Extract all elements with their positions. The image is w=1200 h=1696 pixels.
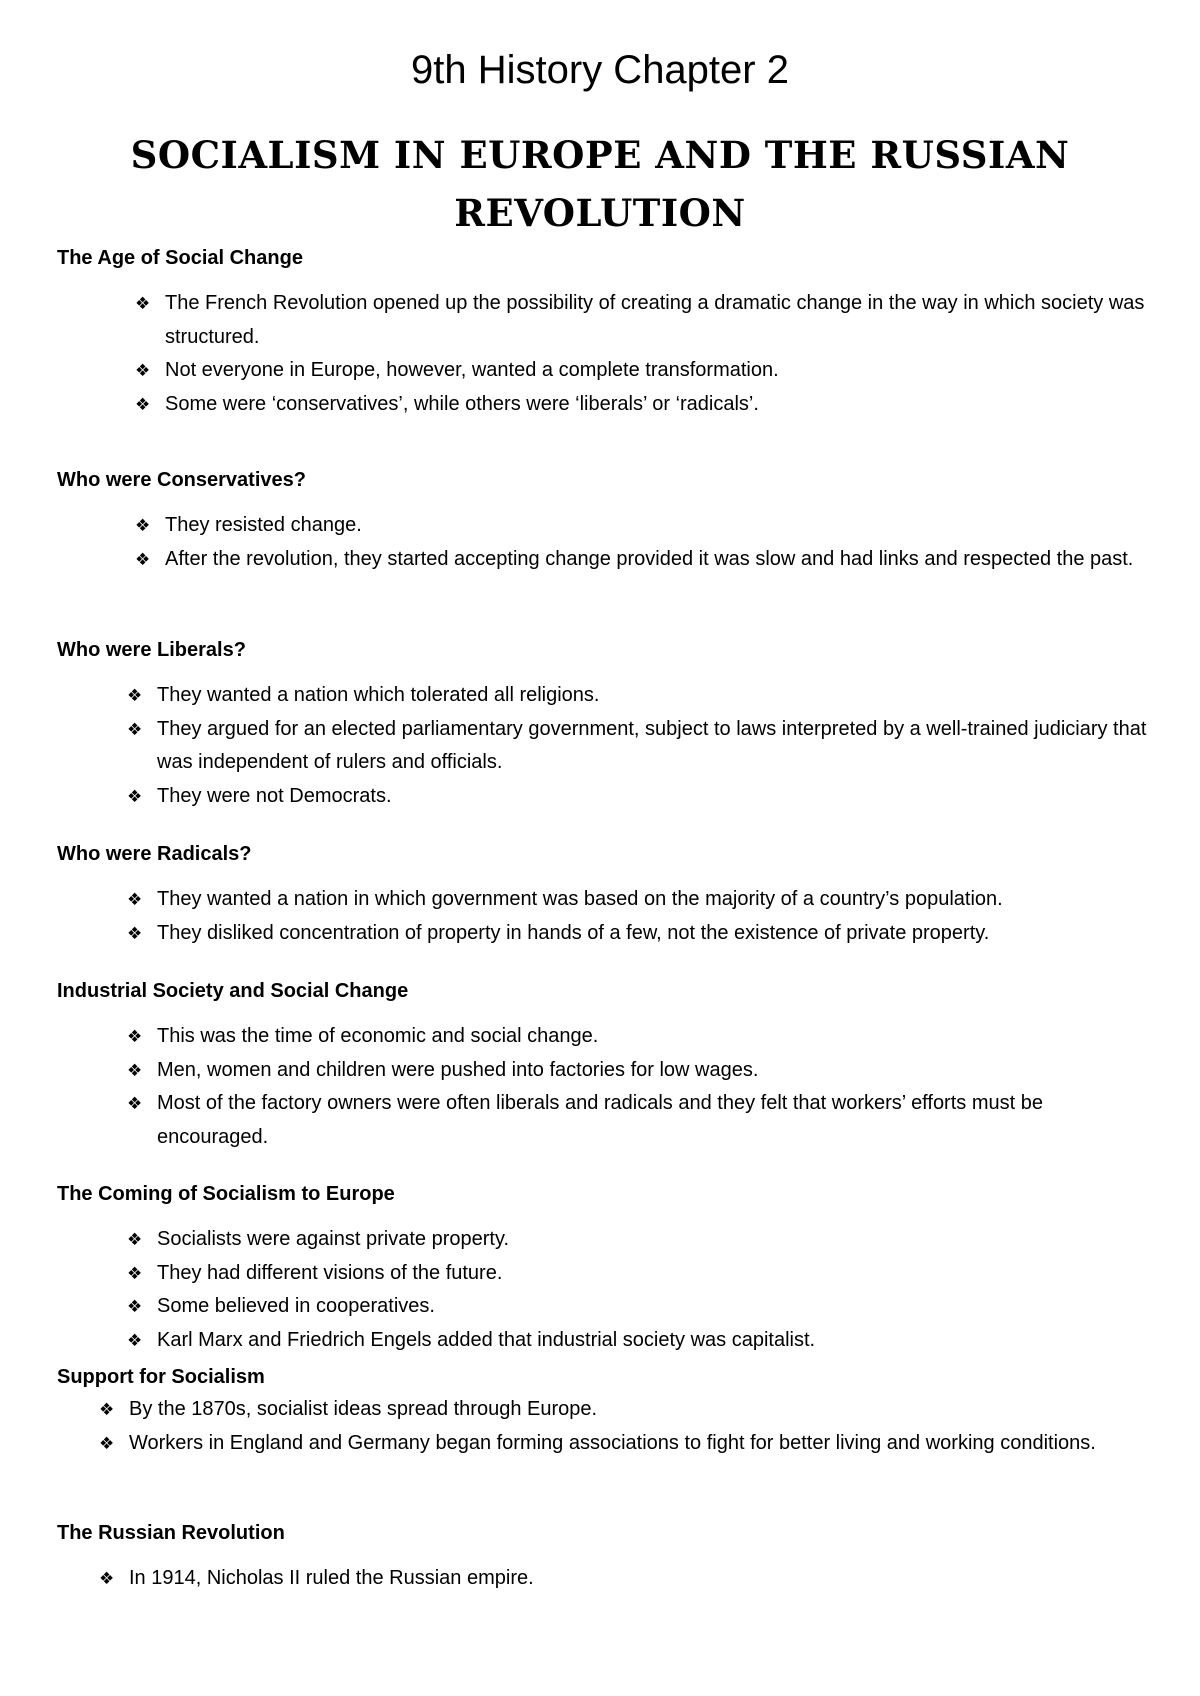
- four-diamond-bullet-icon: ❖: [127, 890, 143, 909]
- section-heading: Support for Socialism: [57, 1366, 265, 1388]
- bullet-list: [99, 1562, 1159, 1596]
- list-item: [135, 543, 1165, 577]
- four-diamond-bullet-icon: ❖: [127, 1330, 143, 1350]
- section-heading: The Age of Social Change: [57, 247, 303, 269]
- bullet-list: [135, 287, 1165, 421]
- document-subtitle: SOCIALISM IN EUROPE AND THE RUSSIAN REVOLUTION: [130, 133, 1070, 235]
- four-diamond-bullet-icon: ❖: [127, 1027, 143, 1046]
- list-item-text: They resisted change.: [165, 514, 362, 536]
- list-item-text: Most of the factory owners were often liberals and radicals and they felt that workers’ efforts must be encouraged.: [157, 1092, 1043, 1148]
- four-diamond-bullet-icon: ❖: [127, 1094, 143, 1113]
- list-item-text: Karl Marx and Friedrich Engels added that industrial society was capitalist.: [157, 1328, 816, 1351]
- bullet-list: [135, 509, 1165, 576]
- section-heading: Who were Radicals?: [57, 843, 252, 865]
- section-heading: Who were Conservatives?: [57, 469, 306, 491]
- four-diamond-bullet-icon: ❖: [127, 923, 143, 943]
- four-diamond-bullet-icon: ❖: [127, 1297, 143, 1316]
- list-item: [127, 1324, 1157, 1358]
- list-item: [135, 509, 1165, 543]
- list-item-text: Men, women and children were pushed into factories for low wages.: [157, 1058, 759, 1081]
- four-diamond-bullet-icon: ❖: [127, 1263, 143, 1283]
- list-item-text: Some believed in cooperatives.: [157, 1295, 435, 1317]
- bullet-list: [99, 1393, 1159, 1460]
- four-diamond-bullet-icon: ❖: [135, 516, 151, 535]
- bullet-list: [127, 679, 1157, 813]
- list-item-text: They disliked concentration of property in hands of a few, not the existence of private property.: [157, 921, 990, 944]
- list-item: [127, 1290, 1157, 1324]
- list-item-text: They had different visions of the future.: [157, 1261, 503, 1284]
- bullet-list: [127, 1020, 1157, 1154]
- four-diamond-bullet-icon: ❖: [135, 549, 151, 569]
- list-item-text: They were not Democrats.: [157, 784, 392, 807]
- section-age-of-social-change: [57, 245, 1157, 421]
- section-russian-revolution: [57, 1520, 1157, 1596]
- list-item: [127, 1087, 1157, 1154]
- list-item: [127, 917, 1157, 951]
- four-diamond-bullet-icon: ❖: [127, 786, 143, 806]
- list-item-text: In 1914, Nicholas II ruled the Russian empire.: [129, 1567, 534, 1589]
- section-liberals: [57, 637, 1157, 813]
- section-support-for-socialism: [57, 1364, 1157, 1460]
- list-item: [99, 1427, 1159, 1461]
- list-item: [127, 713, 1157, 780]
- four-diamond-bullet-icon: ❖: [127, 686, 143, 705]
- bullet-list: [127, 883, 1157, 950]
- list-item: [127, 1054, 1157, 1088]
- list-item: [135, 388, 1165, 422]
- section-coming-of-socialism: [57, 1181, 1157, 1357]
- list-item: [127, 679, 1157, 713]
- document-title: 9th History Chapter 2: [411, 48, 789, 92]
- section-radicals: [57, 841, 1157, 950]
- list-item: [135, 287, 1165, 354]
- list-item: [127, 1020, 1157, 1054]
- four-diamond-bullet-icon: ❖: [135, 361, 151, 380]
- four-diamond-bullet-icon: ❖: [99, 1569, 115, 1588]
- list-item-text: This was the time of economic and social change.: [157, 1025, 599, 1047]
- list-item-text: They argued for an elected parliamentary government, subject to laws interpreted by a well-trained judiciary that was independent of rulers and officials.: [157, 717, 1147, 773]
- list-item-text: Some were ‘conservatives’, while others were ‘liberals’ or ‘radicals’.: [165, 392, 759, 415]
- section-industrial-society: [57, 978, 1157, 1154]
- list-item-text: They wanted a nation in which government was based on the majority of a country’s population.: [157, 888, 1003, 910]
- section-conservatives: [57, 467, 1157, 576]
- list-item: [127, 883, 1157, 917]
- four-diamond-bullet-icon: ❖: [127, 719, 143, 739]
- list-item: [99, 1562, 1159, 1596]
- list-item: [135, 354, 1165, 388]
- list-item-text: After the revolution, they started accepting change provided it was slow and had links and respected the past.: [165, 547, 1134, 570]
- four-diamond-bullet-icon: ❖: [135, 294, 151, 313]
- list-item-text: Not everyone in Europe, however, wanted a complete transformation.: [165, 359, 779, 381]
- list-item-text: Socialists were against private property.: [157, 1228, 510, 1250]
- list-item: [99, 1393, 1159, 1427]
- four-diamond-bullet-icon: ❖: [135, 394, 151, 414]
- section-heading: Industrial Society and Social Change: [57, 980, 409, 1002]
- bullet-list: [127, 1223, 1157, 1357]
- list-item: [127, 1257, 1157, 1291]
- four-diamond-bullet-icon: ❖: [127, 1060, 143, 1080]
- section-heading: Who were Liberals?: [57, 639, 246, 661]
- four-diamond-bullet-icon: ❖: [99, 1400, 115, 1419]
- list-item-text: Workers in England and Germany began forming associations to fight for better living and working conditions.: [129, 1431, 1096, 1454]
- section-heading: The Coming of Socialism to Europe: [57, 1183, 395, 1205]
- list-item: [127, 780, 1157, 814]
- four-diamond-bullet-icon: ❖: [127, 1230, 143, 1249]
- four-diamond-bullet-icon: ❖: [99, 1433, 115, 1453]
- list-item-text: They wanted a nation which tolerated all religions.: [157, 684, 600, 706]
- list-item-text: The French Revolution opened up the possibility of creating a dramatic change in the way in which society was structured.: [165, 292, 1145, 348]
- section-heading: The Russian Revolution: [57, 1522, 285, 1544]
- list-item-text: By the 1870s, socialist ideas spread through Europe.: [129, 1398, 598, 1420]
- list-item: [127, 1223, 1157, 1257]
